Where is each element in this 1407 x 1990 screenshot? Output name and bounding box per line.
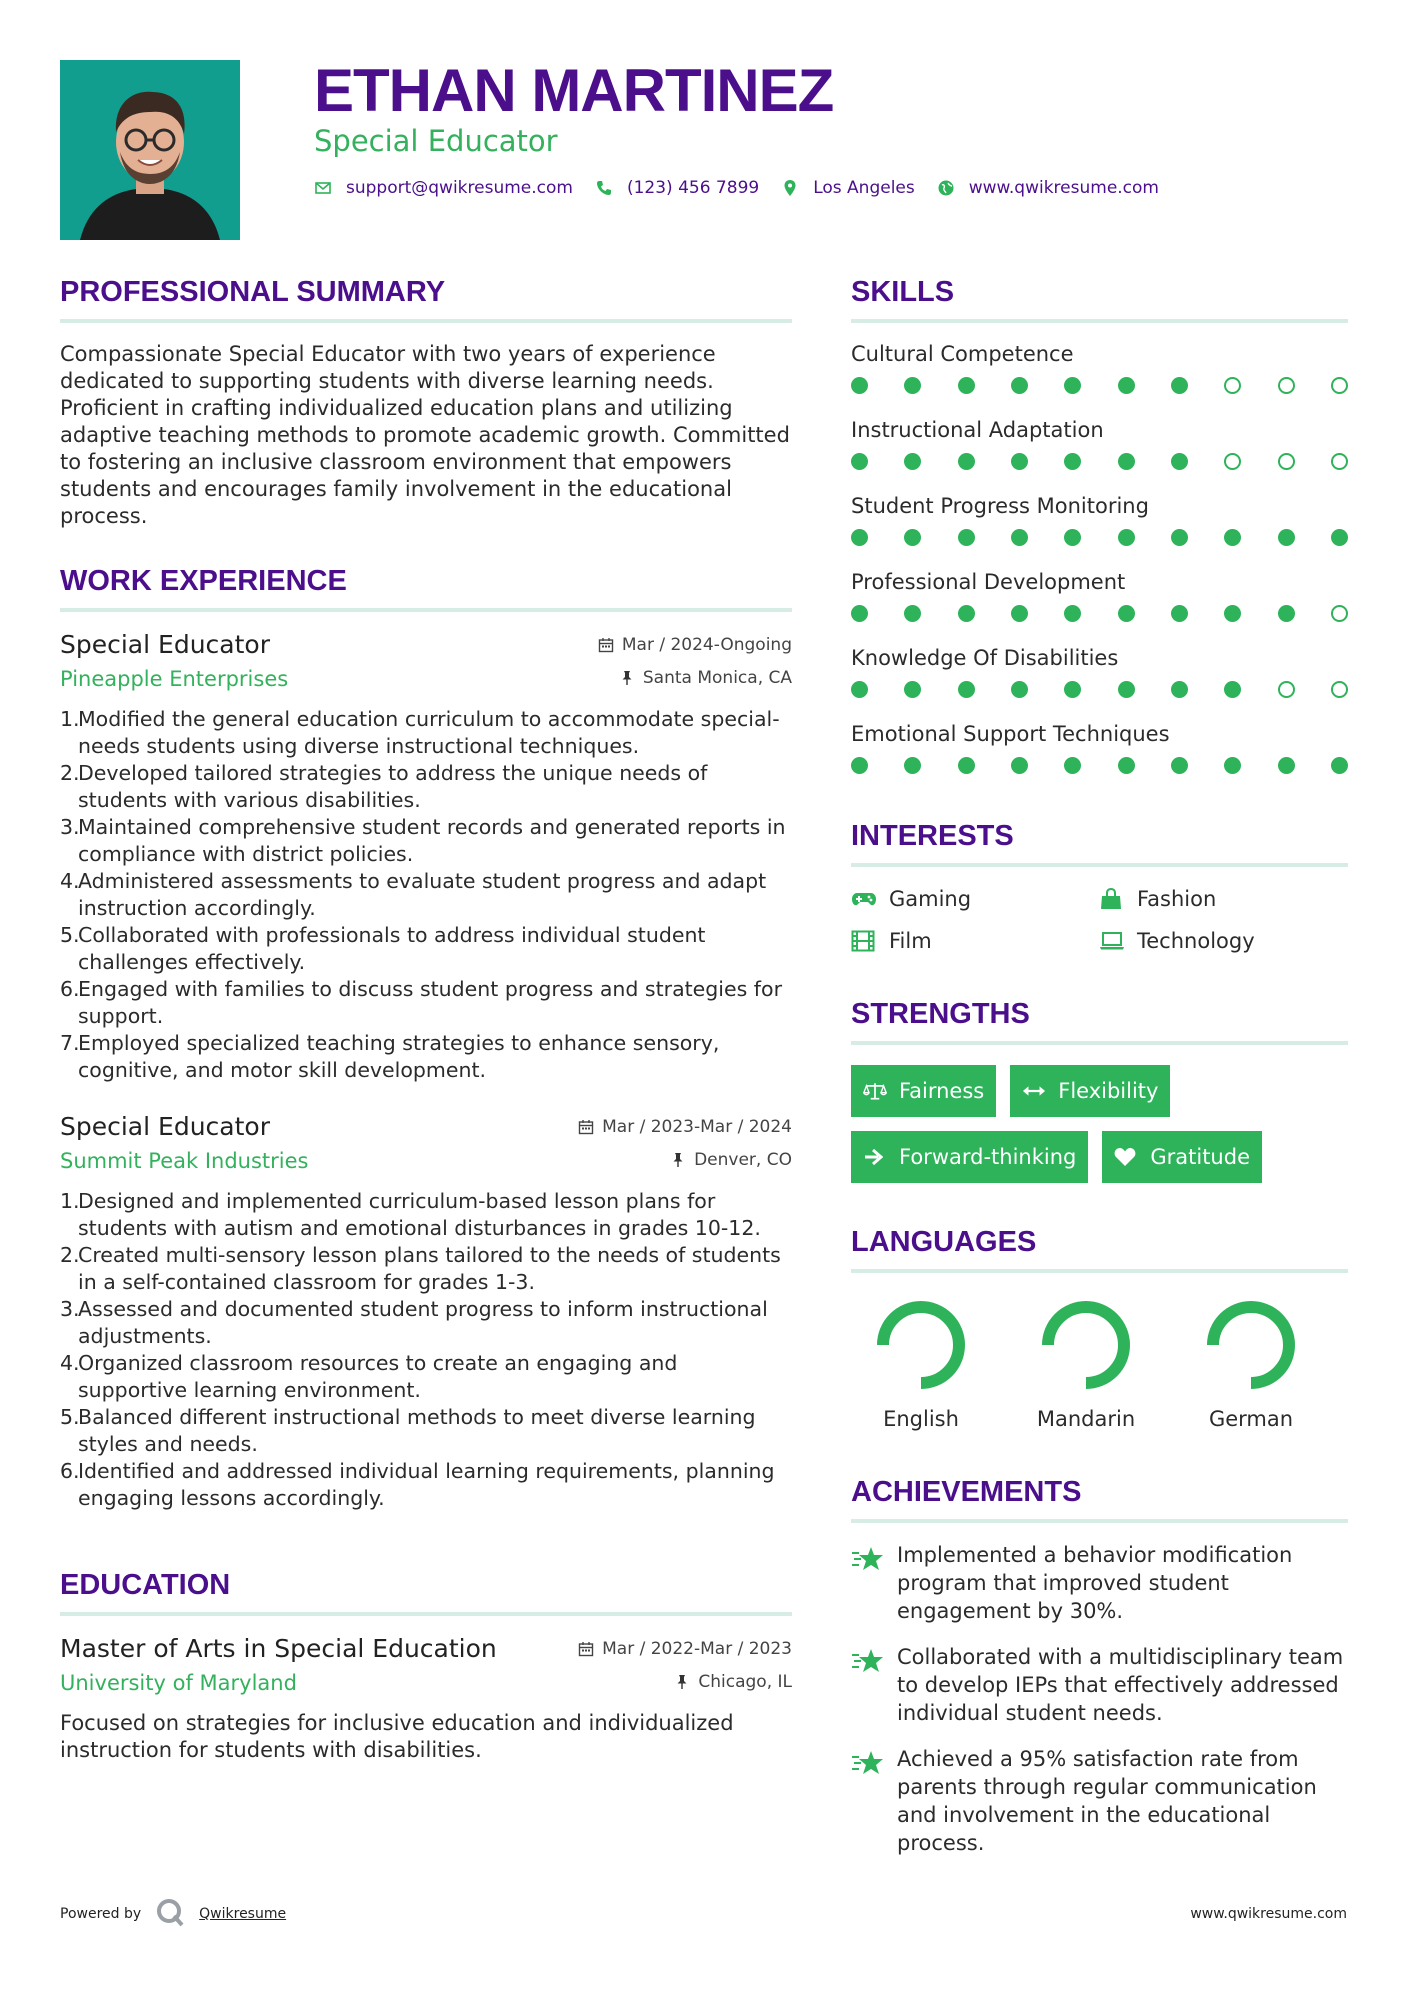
rating-dot-filled bbox=[1224, 681, 1241, 698]
rating-dot-empty bbox=[1224, 377, 1241, 394]
rating-dot-filled bbox=[1064, 757, 1081, 774]
section-divider bbox=[60, 319, 792, 323]
balance-scale-icon bbox=[863, 1080, 887, 1102]
shopping-bag-icon bbox=[1099, 888, 1125, 910]
job-title: Special Educator bbox=[60, 630, 270, 659]
rating-dot-filled bbox=[1224, 529, 1241, 546]
rating-dot-filled bbox=[958, 757, 975, 774]
contact-bar bbox=[314, 178, 1181, 198]
rating-dot-empty bbox=[1331, 453, 1348, 470]
rating-dot-filled bbox=[1224, 757, 1241, 774]
rating-dot-filled bbox=[1171, 529, 1188, 546]
section-divider bbox=[851, 1519, 1348, 1523]
rating-dot-empty bbox=[1278, 453, 1295, 470]
rating-dot-filled bbox=[1064, 681, 1081, 698]
star-icon bbox=[851, 1541, 885, 1625]
star-icon bbox=[851, 1643, 885, 1727]
rating-dot-filled bbox=[1224, 605, 1241, 622]
rating-dot-filled bbox=[1118, 377, 1135, 394]
skill-item bbox=[851, 341, 1348, 395]
summary-text: Compassionate Special Educator with two years of experience dedicated to supporting students with diverse learning needs. Proficient in crafting individualized education plans and utilizing adaptive teaching methods to promote academic growth. Committed to fostering an inclusive classroom environment that empowers students and encourages family involvement in the educational process. bbox=[60, 342, 790, 528]
skill-item bbox=[851, 645, 1348, 699]
left-column bbox=[60, 275, 792, 1764]
strength-label: Flexibility bbox=[1058, 1079, 1159, 1103]
rating-dot-empty bbox=[1331, 681, 1348, 698]
calendar-icon bbox=[598, 637, 614, 653]
contact-location-text: Los Angeles bbox=[813, 178, 915, 198]
star-icon bbox=[851, 1745, 885, 1857]
contact-phone[interactable] bbox=[595, 178, 759, 198]
section-title-languages: LANGUAGES bbox=[851, 1226, 1037, 1258]
heart-icon bbox=[1114, 1146, 1138, 1168]
rating-dot-filled bbox=[851, 453, 868, 470]
strength-chip bbox=[1102, 1131, 1262, 1183]
arrow-right-icon bbox=[863, 1146, 887, 1168]
strength-label: Forward-thinking bbox=[899, 1145, 1077, 1169]
section-title-interests: INTERESTS bbox=[851, 820, 1014, 852]
education-section bbox=[60, 1568, 792, 1764]
rating-dot-filled bbox=[1118, 529, 1135, 546]
qwikresume-logo-icon bbox=[155, 1897, 185, 1931]
phone-icon bbox=[595, 179, 613, 197]
language-level-arc bbox=[874, 1297, 970, 1393]
skill-item bbox=[851, 417, 1348, 471]
footer-brand-link[interactable]: Qwikresume bbox=[199, 1906, 287, 1922]
interest-item bbox=[851, 929, 1099, 953]
job-location-text: Santa Monica, CA bbox=[642, 668, 792, 688]
strengths-list bbox=[851, 1065, 1348, 1197]
skill-rating bbox=[851, 757, 1348, 775]
rating-dot-filled bbox=[1011, 605, 1028, 622]
job-entry bbox=[60, 630, 792, 1084]
skill-rating bbox=[851, 453, 1348, 471]
list-item: 4. Administered assessments to evaluate student progress and adapt instruction accordingly. bbox=[60, 869, 767, 920]
rating-dot-filled bbox=[958, 453, 975, 470]
job-dates bbox=[578, 1117, 792, 1137]
interest-item bbox=[1099, 929, 1347, 953]
language-name: English bbox=[883, 1407, 959, 1431]
list-item: 6. Engaged with families to discuss student progress and strategies for support. bbox=[60, 977, 782, 1028]
achievement-item bbox=[851, 1541, 1348, 1625]
rating-dot-filled bbox=[1064, 377, 1081, 394]
language-name: German bbox=[1208, 1407, 1294, 1431]
rating-dot-filled bbox=[1118, 757, 1135, 774]
job-dates-text: Mar / 2024-Ongoing bbox=[621, 635, 792, 655]
language-item bbox=[1016, 1297, 1181, 1431]
section-divider bbox=[851, 1269, 1348, 1273]
education-dates-text: Mar / 2022-Mar / 2023 bbox=[602, 1639, 792, 1659]
rating-dot-filled bbox=[1278, 757, 1295, 774]
contact-email[interactable] bbox=[314, 178, 573, 198]
section-title-skills: SKILLS bbox=[851, 276, 955, 308]
rating-dot-filled bbox=[1171, 681, 1188, 698]
section-divider bbox=[851, 319, 1348, 323]
rating-dot-filled bbox=[1331, 529, 1348, 546]
rating-dot-filled bbox=[904, 757, 921, 774]
section-title-education: EDUCATION bbox=[60, 1569, 231, 1601]
skill-name: Knowledge Of Disabilities bbox=[851, 646, 1119, 670]
gamepad-icon bbox=[851, 888, 877, 910]
achievement-text: Collaborated with a multidisciplinary team to develop IEPs that effectively addressed individual student needs. bbox=[897, 1645, 1344, 1725]
profile-photo bbox=[60, 60, 240, 240]
rating-dot-filled bbox=[904, 605, 921, 622]
rating-dot-filled bbox=[1011, 377, 1028, 394]
job-location bbox=[619, 668, 792, 688]
contact-email-text: support@qwikresume.com bbox=[346, 178, 573, 198]
rating-dot-filled bbox=[904, 453, 921, 470]
summary-section bbox=[60, 275, 792, 530]
skill-rating bbox=[851, 605, 1348, 623]
interest-label: Fashion bbox=[1137, 887, 1217, 911]
map-marker-icon bbox=[781, 179, 799, 197]
rating-dot-filled bbox=[1331, 757, 1348, 774]
list-item: 6. Identified and addressed individual learning requirements, planning engaging lessons accordingly. bbox=[60, 1459, 775, 1510]
job-location bbox=[670, 1150, 792, 1170]
arrows-horizontal-icon bbox=[1022, 1080, 1046, 1102]
rating-dot-empty bbox=[1278, 377, 1295, 394]
rating-dot-filled bbox=[1011, 529, 1028, 546]
rating-dot-empty bbox=[1278, 681, 1295, 698]
rating-dot-filled bbox=[1278, 605, 1295, 622]
skill-rating bbox=[851, 377, 1348, 395]
strength-chip bbox=[851, 1065, 996, 1117]
rating-dot-filled bbox=[1064, 605, 1081, 622]
experience-section bbox=[60, 564, 792, 1512]
language-level-ring bbox=[1203, 1297, 1299, 1393]
list-item: 2. Created multi-sensory lesson plans tailored to the needs of students in a self-contained classroom for grades 1-3. bbox=[60, 1243, 781, 1294]
rating-dot-filled bbox=[904, 529, 921, 546]
section-title-experience: WORK EXPERIENCE bbox=[60, 565, 347, 597]
school-name: University of Maryland bbox=[60, 1671, 297, 1695]
rating-dot-filled bbox=[851, 377, 868, 394]
interest-label: Gaming bbox=[889, 887, 972, 911]
skills-list bbox=[851, 341, 1348, 775]
skill-item bbox=[851, 493, 1348, 547]
achievement-text: Implemented a behavior modification program that improved student engagement by 30%. bbox=[897, 1543, 1293, 1623]
education-dates bbox=[578, 1639, 792, 1659]
candidate-name: ETHAN MARTINEZ bbox=[314, 57, 834, 124]
contact-website[interactable] bbox=[937, 178, 1159, 198]
calendar-icon bbox=[578, 1641, 594, 1657]
list-item: 5. Balanced different instructional methods to meet diverse learning styles and needs. bbox=[60, 1405, 756, 1456]
strength-label: Fairness bbox=[899, 1079, 985, 1103]
rating-dot-filled bbox=[958, 605, 975, 622]
envelope-icon bbox=[314, 179, 332, 197]
rating-dot-filled bbox=[904, 681, 921, 698]
pin-icon bbox=[619, 670, 635, 686]
interest-label: Technology bbox=[1137, 929, 1255, 953]
rating-dot-filled bbox=[1171, 757, 1188, 774]
footer-powered-by bbox=[60, 1897, 286, 1931]
degree-title: Master of Arts in Special Education bbox=[60, 1634, 497, 1663]
film-icon bbox=[851, 930, 877, 952]
skill-name: Instructional Adaptation bbox=[851, 418, 1104, 442]
company-name: Pineapple Enterprises bbox=[60, 667, 289, 691]
pin-icon bbox=[674, 1674, 690, 1690]
rating-dot-filled bbox=[1118, 605, 1135, 622]
footer-site-link[interactable]: www.qwikresume.com bbox=[1190, 1906, 1347, 1922]
rating-dot-filled bbox=[1011, 681, 1028, 698]
interest-item bbox=[1099, 887, 1347, 911]
interest-item bbox=[851, 887, 1099, 911]
skill-name: Student Progress Monitoring bbox=[851, 494, 1149, 518]
language-item bbox=[851, 1297, 1016, 1431]
rating-dot-filled bbox=[1118, 681, 1135, 698]
job-location-text: Denver, CO bbox=[694, 1150, 792, 1170]
rating-dot-empty bbox=[1331, 377, 1348, 394]
education-description: Focused on strategies for inclusive education and individualized instruction for students with disabilities. bbox=[60, 1711, 734, 1762]
achievement-text: Achieved a 95% satisfaction rate from parents through regular communication and involvement in the educational process. bbox=[897, 1747, 1317, 1855]
list-item: 3. Assessed and documented student progress to inform instructional adjustments. bbox=[60, 1297, 768, 1348]
interest-label: Film bbox=[889, 929, 932, 953]
achievements-section bbox=[851, 1475, 1348, 1857]
skill-rating bbox=[851, 681, 1348, 699]
rating-dot-filled bbox=[1278, 529, 1295, 546]
rating-dot-filled bbox=[958, 377, 975, 394]
language-name: Mandarin bbox=[1036, 1407, 1136, 1431]
section-title-strengths: STRENGTHS bbox=[851, 998, 1030, 1030]
section-title-summary: PROFESSIONAL SUMMARY bbox=[60, 276, 446, 308]
interests-list bbox=[851, 887, 1348, 953]
job-dates-text: Mar / 2023-Mar / 2024 bbox=[602, 1117, 792, 1137]
language-level-arc bbox=[1204, 1297, 1300, 1393]
skills-section bbox=[851, 275, 1348, 775]
language-level-ring bbox=[1038, 1297, 1134, 1393]
list-item: 3. Maintained comprehensive student records and generated reports in compliance with district policies. bbox=[60, 815, 786, 866]
section-divider bbox=[60, 1612, 792, 1616]
languages-list bbox=[851, 1297, 1348, 1431]
rating-dot-empty bbox=[1224, 453, 1241, 470]
list-item: 1. Designed and implemented curriculum-based lesson plans for students with autism and emotional disturbances in grades 10-12. bbox=[60, 1189, 761, 1240]
pin-icon bbox=[670, 1152, 686, 1168]
rating-dot-filled bbox=[1118, 453, 1135, 470]
skill-name: Professional Development bbox=[851, 570, 1126, 594]
rating-dot-filled bbox=[851, 605, 868, 622]
rating-dot-filled bbox=[1171, 453, 1188, 470]
company-name: Summit Peak Industries bbox=[60, 1149, 309, 1173]
achievement-item bbox=[851, 1745, 1348, 1857]
job-bullets bbox=[60, 706, 792, 1084]
contact-location bbox=[781, 178, 915, 198]
rating-dot-filled bbox=[958, 529, 975, 546]
language-item bbox=[1181, 1297, 1346, 1431]
section-divider bbox=[60, 608, 792, 612]
list-item: 5. Collaborated with professionals to address individual student challenges effectively. bbox=[60, 923, 706, 974]
language-level-ring bbox=[873, 1297, 969, 1393]
laptop-icon bbox=[1099, 930, 1125, 952]
job-entry bbox=[60, 1112, 792, 1512]
skill-name: Emotional Support Techniques bbox=[851, 722, 1170, 746]
rating-dot-filled bbox=[851, 681, 868, 698]
skill-item bbox=[851, 721, 1348, 775]
section-divider bbox=[851, 863, 1348, 867]
achievement-item bbox=[851, 1643, 1348, 1727]
skill-item bbox=[851, 569, 1348, 623]
interests-section bbox=[851, 819, 1348, 953]
rating-dot-filled bbox=[851, 529, 868, 546]
rating-dot-filled bbox=[851, 757, 868, 774]
job-bullets bbox=[60, 1188, 792, 1512]
strength-chip bbox=[1010, 1065, 1170, 1117]
job-dates bbox=[598, 635, 792, 655]
right-column bbox=[851, 275, 1348, 1857]
skill-name: Cultural Competence bbox=[851, 342, 1074, 366]
education-entry bbox=[60, 1634, 792, 1764]
rating-dot-filled bbox=[1011, 453, 1028, 470]
powered-by-label: Powered by bbox=[60, 1906, 142, 1922]
list-item: 2. Developed tailored strategies to address the unique needs of students with various disabilities. bbox=[60, 761, 708, 812]
rating-dot-filled bbox=[1064, 453, 1081, 470]
job-title: Special Educator bbox=[60, 1112, 270, 1141]
rating-dot-empty bbox=[1331, 605, 1348, 622]
contact-phone-text: (123) 456 7899 bbox=[626, 178, 760, 198]
education-location-text: Chicago, IL bbox=[698, 1672, 792, 1692]
rating-dot-filled bbox=[1171, 605, 1188, 622]
skill-rating bbox=[851, 529, 1348, 547]
languages-section bbox=[851, 1225, 1348, 1431]
section-divider bbox=[851, 1041, 1348, 1045]
section-title-achievements: ACHIEVEMENTS bbox=[851, 1476, 1082, 1508]
education-location bbox=[674, 1672, 792, 1692]
rating-dot-filled bbox=[904, 377, 921, 394]
contact-website-text: www.qwikresume.com bbox=[968, 178, 1159, 198]
list-item: 7. Employed specialized teaching strategies to enhance sensory, cognitive, and motor skill development. bbox=[60, 1031, 720, 1082]
list-item: 4. Organized classroom resources to create an engaging and supportive learning environment. bbox=[60, 1351, 678, 1402]
list-item: 1. Modified the general education curriculum to accommodate special-needs students using diverse instructional techniques. bbox=[60, 707, 780, 758]
calendar-icon bbox=[578, 1119, 594, 1135]
strength-chip bbox=[851, 1131, 1088, 1183]
strengths-section bbox=[851, 997, 1348, 1197]
candidate-title: Special Educator bbox=[314, 124, 558, 158]
globe-icon bbox=[937, 179, 955, 197]
language-level-arc bbox=[1039, 1297, 1135, 1393]
rating-dot-filled bbox=[1171, 377, 1188, 394]
rating-dot-filled bbox=[1011, 757, 1028, 774]
strength-label: Gratitude bbox=[1150, 1145, 1250, 1169]
rating-dot-filled bbox=[958, 681, 975, 698]
rating-dot-filled bbox=[1064, 529, 1081, 546]
